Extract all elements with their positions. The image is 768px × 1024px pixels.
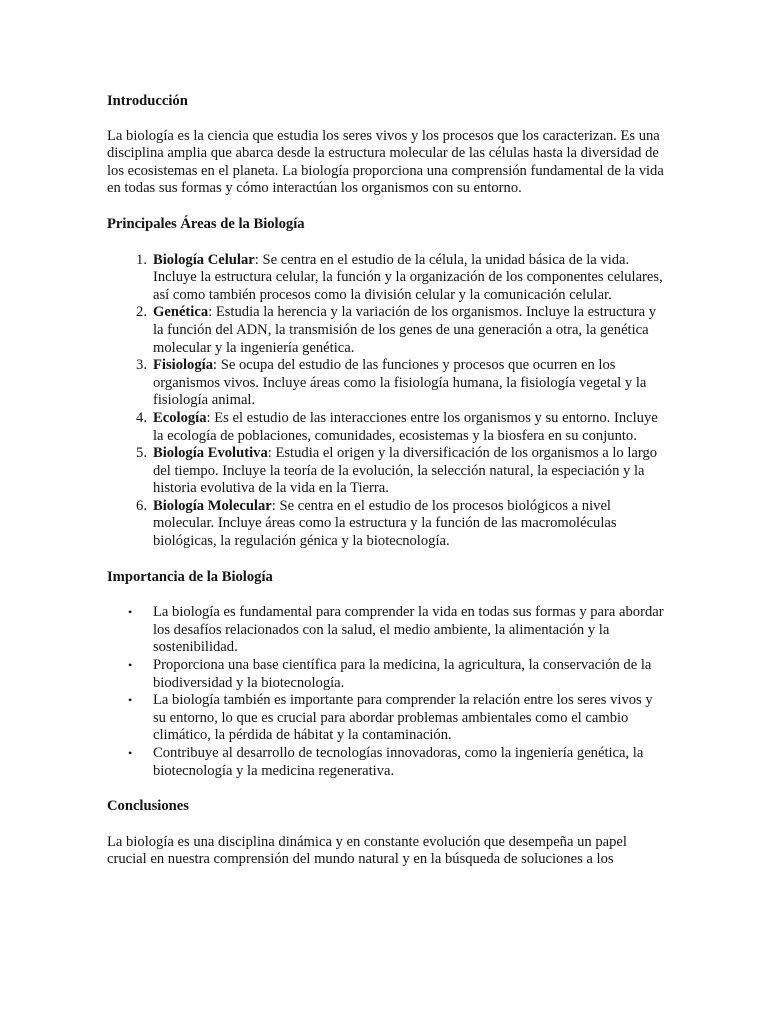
area-description: : Estudia la herencia y la variación de los organismos. Incluye la estructura y la función del ADN, la transmisión de los genes de una generación a otra, la genética molecular y la ingeniería genética. — [153, 304, 657, 356]
conclusions-paragraph: La biología es una disciplina dinámica y en constante evolución que desempeña un papel crucial en nuestra comprensión del mundo natural y en la búsqueda de soluciones a los — [107, 833, 627, 868]
area-description: : Es el estudio de las interacciones entre los organismos y su entorno. Incluye la ecología de poblaciones, comunidades, ecosistemas y la biosfera en su conjunto. — [153, 409, 658, 444]
intro-paragraph: La biología es la ciencia que estudia los seres vivos y los procesos que los caracterizan. Es una disciplina amplia que abarca desde la estructura molecular de las células hasta la diversidad de los ecosistemas en el planeta. La biología proporciona una comprensión fundamental de la vida en todas sus formas y cómo interactúan los organismos con su entorno. — [107, 127, 664, 197]
conclusions-heading: Conclusiones — [107, 798, 189, 815]
list-item — [107, 604, 667, 657]
list-item — [107, 445, 667, 498]
areas-heading: Principales Áreas de la Biología — [107, 215, 305, 232]
bullet-icon: • — [128, 693, 133, 708]
intro-heading: Introducción — [107, 93, 188, 109]
list-number: 1. — [136, 251, 147, 268]
area-term: Biología Celular — [153, 251, 255, 268]
list-item — [107, 410, 667, 445]
areas-list — [107, 252, 667, 551]
area-term: Biología Molecular — [153, 497, 272, 514]
list-item — [107, 692, 667, 745]
bullet-text: Proporciona una base científica para la medicina, la agricultura, la conservación de la biodiversidad y la biotecnología. — [153, 657, 652, 691]
list-item — [107, 357, 667, 410]
area-description: : Se ocupa del estudio de las funciones y procesos que ocurren en los organismos vivos. Incluye áreas como la fisiología humana, la fisiología vegetal y la fisiología animal. — [153, 357, 647, 409]
document-page — [107, 93, 667, 869]
area-term: Biología Evolutiva — [153, 445, 268, 462]
list-number: 4. — [136, 409, 147, 426]
bullet-icon: • — [128, 605, 133, 620]
list-item — [107, 498, 667, 551]
importance-heading: Importancia de la Biología — [107, 568, 273, 585]
bullet-text: La biología es fundamental para comprender la vida en todas sus formas y para abordar los desafíos relacionados con la salud, el medio ambiente, la alimentación y la sostenibilidad. — [153, 604, 664, 656]
list-item — [107, 304, 667, 357]
list-item — [107, 745, 667, 780]
area-term: Genética — [153, 304, 209, 321]
bullet-text: La biología también es importante para comprender la relación entre los seres vivos y su entorno, lo que es crucial para abordar problemas ambientales como el cambio climático, la pérdida de hábitat y la contaminación. — [153, 692, 653, 744]
list-number: 3. — [136, 357, 147, 374]
area-description: : Se centra en el estudio de la célula, la unidad básica de la vida. Incluye la estructura celular, la función y la organización de los componentes celulares, así como también procesos como la división celular y la comunicación celular. — [153, 251, 663, 303]
area-description: : Se centra en el estudio de los procesos biológicos a nivel molecular. Incluye áreas como la estructura y la función de las macromoléculas biológicas, la regulación génica y la biotecnología. — [153, 497, 617, 550]
list-item — [107, 252, 667, 305]
list-number: 5. — [136, 445, 147, 462]
list-number: 6. — [136, 497, 147, 514]
bullet-text: Contribuye al desarrollo de tecnologías innovadoras, como la ingeniería genética, la biotecnología y la medicina regenerativa. — [153, 745, 644, 779]
area-term: Fisiología — [153, 357, 213, 374]
list-item — [107, 657, 667, 692]
bullet-icon: • — [128, 746, 133, 760]
bullet-icon: • — [128, 658, 133, 673]
list-number: 2. — [136, 304, 147, 321]
area-term: Ecología — [153, 409, 207, 426]
area-description: : Estudia el origen y la diversificación de los organismos a lo largo del tiempo. Incluye la teoría de la evolución, la selección natural, la especiación y la historia evolutiva de la vida en la Tierra. — [153, 445, 658, 497]
importance-list — [107, 604, 667, 780]
